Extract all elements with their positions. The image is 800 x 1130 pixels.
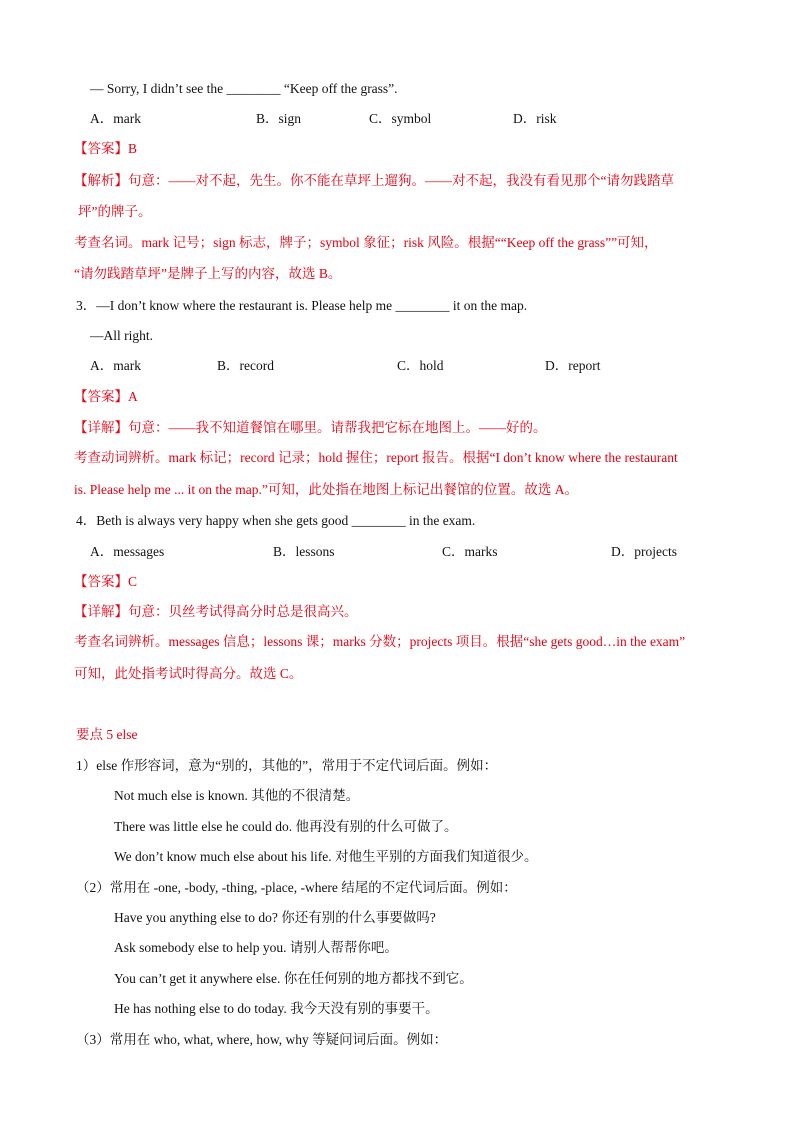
q3-option-a: A．mark <box>90 358 141 373</box>
q3-answer: 【答案】A <box>74 389 138 404</box>
point5-section-2: （2）常用在 -one, -body, -thing, -place, -where 结尾的不定代词后面。例如： <box>76 880 517 895</box>
q3-stem: 3．—I don’t know where the restaurant is. Please help me ________ it on the map. <box>76 298 528 313</box>
q2-answer: 【答案】B <box>74 141 138 156</box>
q3-detail-line-2: 考查动词辨析。mark 标记；record 记录；hold 握住；report 报告。根据“I don’t know where the restaurant <box>74 450 678 465</box>
q3-detail-line-3: is. Please help me ... it on the map.”可知，此处指在地图上标记出餐馆的位置。故选 A。 <box>74 482 578 497</box>
q2-option-c: C．symbol <box>369 111 432 126</box>
q3-reply: —All right. <box>90 328 153 343</box>
q2-analysis-line-4: “请勿践踏草坪”是牌子上写的内容，故选 B。 <box>74 266 342 281</box>
point5-heading: 要点 5 else <box>76 727 138 742</box>
point5-section-1-example: There was little else he could do. 他再没有别的什么可做了。 <box>114 819 458 834</box>
q4-option-a: A．messages <box>90 544 165 559</box>
q4-answer: 【答案】C <box>74 574 138 589</box>
point5-section-3: （3）常用在 who, what, where, how, why 等疑问词后面。例如： <box>76 1032 448 1047</box>
q4-detail-line-3: 可知，此处指考试时得高分。故选 C。 <box>74 666 303 681</box>
point5-section-2-example: Ask somebody else to help you. 请别人帮帮你吧。 <box>114 940 398 955</box>
point5-section-2-example: Have you anything else to do? 你还有别的什么事要做吗? <box>114 910 436 925</box>
q4-option-c: C．marks <box>442 544 498 559</box>
q4-detail-line-1: 【详解】句意：贝丝考试得高分时总是很高兴。 <box>74 604 358 619</box>
q4-detail-line-2: 考查名词辨析。messages 信息；lessons 课；marks 分数；projects 项目。根据“she gets good…in the exam” <box>74 634 686 649</box>
q2-option-d: D．risk <box>513 111 557 126</box>
point5-section-2-example: You can’t get it anywhere else. 你在任何别的地方都找不到它。 <box>114 971 473 986</box>
point5-section-1-example: Not much else is known. 其他的不很清楚。 <box>114 788 360 803</box>
q3-option-b: B．record <box>217 358 274 373</box>
q3-option-c: C．hold <box>397 358 444 373</box>
q2-analysis-line-1: 【解析】句意：——对不起，先生。你不能在草坪上遛狗。——对不起，我没有看见那个“请勿践踏草 <box>74 173 674 188</box>
q2-analysis-line-2: 坪”的牌子。 <box>78 204 152 219</box>
q4-stem: 4．Beth is always very happy when she gets good ________ in the exam. <box>76 513 476 528</box>
q3-option-d: D．report <box>545 358 601 373</box>
q2-analysis-line-3: 考查名词。mark 记号；sign 标志，牌子；symbol 象征；risk 风险。根据““Keep off the grass””可知， <box>74 235 658 250</box>
q2-dialog-line: — Sorry, I didn’t see the ________ “Keep off the grass”. <box>90 81 398 96</box>
point5-section-1: 1）else 作形容词，意为“别的，其他的”，常用于不定代词后面。例如： <box>76 758 498 773</box>
q4-option-b: B．lessons <box>273 544 335 559</box>
q3-detail-line-1: 【详解】句意：——我不知道餐馆在哪里。请帮我把它标在地图上。——好的。 <box>74 420 547 435</box>
q4-option-d: D．projects <box>611 544 677 559</box>
q2-option-b: B．sign <box>256 111 302 126</box>
q2-option-a: A．mark <box>90 111 141 126</box>
point5-section-2-example: He has nothing else to do today. 我今天没有别的事要干。 <box>114 1001 439 1016</box>
point5-section-1-example: We don’t know much else about his life. 对他生平别的方面我们知道很少。 <box>114 849 538 864</box>
